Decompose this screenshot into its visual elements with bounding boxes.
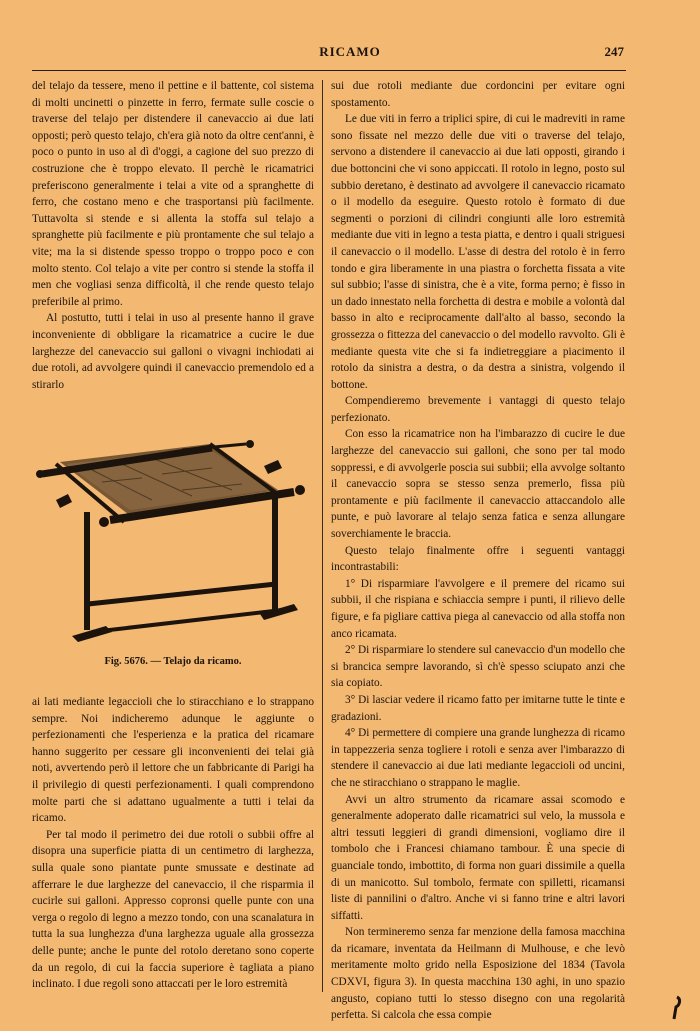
embroidery-frame-illustration <box>32 404 314 654</box>
figure-embroidery-frame <box>32 404 314 676</box>
figure-caption: Fig. 5676. — Telajo da ricamo. <box>104 656 242 667</box>
page-header <box>0 44 700 66</box>
corner-mark <box>668 995 682 1021</box>
right-column <box>331 78 625 1024</box>
paragraph: 4° Di permettere di compiere una grande lunghezza di ricamo in tappezzeria senza togliere i rotoli e senza aver l'imbarazzo di stendere il canevaccio ai due lati mediante legaccioli od uncini, che ne stiracchiano o strappano le maglie. <box>331 727 625 789</box>
left-column-top <box>32 78 314 393</box>
page-number: 247 <box>604 44 624 59</box>
paragraph: Con esso la ricamatrice non ha l'imbarazzo di cucire le due larghezze del canevaccio sui galloni, che sono per tal modo soppressi, e di avvolgerle poscia sui subbii; ella avvolge soltanto il canevaccio sopra se stesso senza premerlo, fissa più prontamente e più facilmente il canevaccio attaccandolo alle punte, e può lavorare al telajo senza fatica e senza allungare soverchiamente le braccia. <box>331 428 625 541</box>
paragraph: Compendieremo brevemente i vantaggi di questo telajo perfezionato. <box>331 395 625 424</box>
paragraph: Avvi un altro strumento da ricamare assai scomodo e generalmente adoperato dalle ricamatrici sul velo, la mussola e altri tessuti leggieri di grandi dimensioni, vogliamo dire il tombolo che i Francesi chiamano tambour. È una specie di guanciale tondo, imbottito, di forma non guari dissimile a quella di un manicotto. Sul tombolo, fermate con spilletti, ricamansi liste di pannilini o d'altro. Anche vi si fanno trine e altri lavori siffatti. <box>331 793 625 922</box>
paragraph: del telajo da tessere, meno il pettine e il battente, col sistema di molti uncinetti o pinzette in ferro, fermate sulle coscie o traverse del telajo per distendere il canevaccio ai due lati opposti; però questo telajo, ch'era già noto da oltre cent'anni, è poco o punto in uso al dì d'oggi, a cagione del suo prezzo di costruzione che è troppo elevato. Il perchè le ricamatrici preferiscono generalmente i telai a vite od a spranghette di ferro, che costano meno e che trasportansi più facilmente. Tuttavolta si stende e si allenta la stoffa sul telajo a spranghette più facilmente e più prontamente che sul telajo a vite; ma la si distende spesso troppo o troppo poco e con molto stento. Col telajo a vite per contro si stende la stoffa il men che vogliasi senza difficoltà, il che rende questo telajo preferibile al primo. <box>32 80 315 308</box>
paragraph: Per tal modo il perimetro dei due rotoli o subbii offre al disopra una superficie piatta di un centimetro di larghezza, sulla quale sono piantate punte smussate e destinate ad afferrare le due larghezze del canevaccio, il che risparmia il cucirle sui galloni. Appresso copronsi quelle punte con una verga o regolo di legno a mezzo tondo, con una scanalatura in tutta la sua lunghezza d'una larghezza uguale alla grossezza delle punte; anche le punte del rotolo deretano sono coperte da un regolo, di cui la faccia superiore è tagliata a piano inclinato. I due regoli sono attaccati per le loro estremità <box>32 828 314 991</box>
header-rule <box>32 70 626 71</box>
paragraph: 2° Di risparmiare lo stendere sul canevaccio d'un modello che si brancica sempre lavorando, sì ch'è spesso sciupato anzi che sia copiato. <box>331 644 625 690</box>
paragraph: Questo telajo finalmente offre i seguenti vantaggi incontrastabili: <box>331 544 625 574</box>
paragraph: sui due rotoli mediante due cordoncini per evitare ogni spostamento. <box>331 80 625 109</box>
paragraph: 1° Di risparmiare l'avvolgere e il premere del ricamo sui subbii, il che rispiana e schiaccia sempre i punti, il rilievo delle figure, e fa pigliare cattiva piega al canevaccio od alla stoffa non anco ricamata. <box>331 577 625 640</box>
paragraph: Non termineremo senza far menzione della famosa macchina da ricamare, inventata da Heilmann di Mulhouse, e che levò meritamente molto grido nella Esposizione del 1834 (Tavola CDXVI, figura 3). In questa macchina 130 aghi, in uno spazio angusto, copiano tutti lo stesso disegno con una regolarità perfetta. Si calcola che essa compie <box>331 926 625 1022</box>
column-divider <box>322 80 323 992</box>
paragraph: 3° Di lasciar vedere il ricamo fatto per imitarne tutte le tinte e gradazioni. <box>331 693 625 723</box>
paragraph: Le due viti in ferro a triplici spire, di cui le madreviti in rame sono fissate nel mezzo delle due viti o traverse del telajo, servono a distendere il canevaccio ai due lati opposti, girando i due bottoncini che vi sono appiccati. Il rotolo in legno, posto sul subbio deretano, è destinato ad avvolgere il canevaccio ricamato o il modello da eseguire. Questo rotolo è formato di due segmenti o porzioni di cilindri congiunti alle loro estremità mediante due viti in legno a testa piatta, e dentro i quali striguesi il canevaccio o il modello. L'asse di destra del rotolo è in ferro tondo e gira liberamente in una piastra o forchetta fissata a vite sul subbio; l'asse di sinistra, che è a vite, forma perno; è fisso in un dado innestato nella forchetta di destra e mobile a volontà dal basso in alto e reciprocamente dall'alto al basso, secondo la grossezza o fittezza del canevaccio o del modello ravvolto. Gli è mediante questa vite che si fa indietreggiare a piacimento il rotolo da sinistra a destra, o da destra a sinistra, volgendo il bottone. <box>331 113 625 391</box>
paragraph: ai lati mediante legaccioli che lo stiracchiano e lo strappano sempre. Noi indicheremo adunque le aggiunte o perfezionamenti che l'esperienza e la pratica del ricamare hanno suggerito per cessare gli inconvenienti dei telai già noti, avvertendo però il lettore che un fabbricante di Parigi ha il privilegio di questi perfezionamenti. I quali comprendono molte parti che si adattano ugualmente a tutti i telai da ricamo. <box>32 696 314 825</box>
running-title: RICAMO <box>319 44 381 59</box>
left-column-bottom <box>32 694 314 993</box>
paragraph: Al postutto, tutti i telai in uso al presente hanno il grave inconveniente di obbligare la ricamatrice a cucire le due larghezze del canevaccio sui galloni o vivagni inchiodati ai due rotoli, ad avvolgere quindi il canevaccio premendolo ed a stirarlo <box>32 312 314 391</box>
